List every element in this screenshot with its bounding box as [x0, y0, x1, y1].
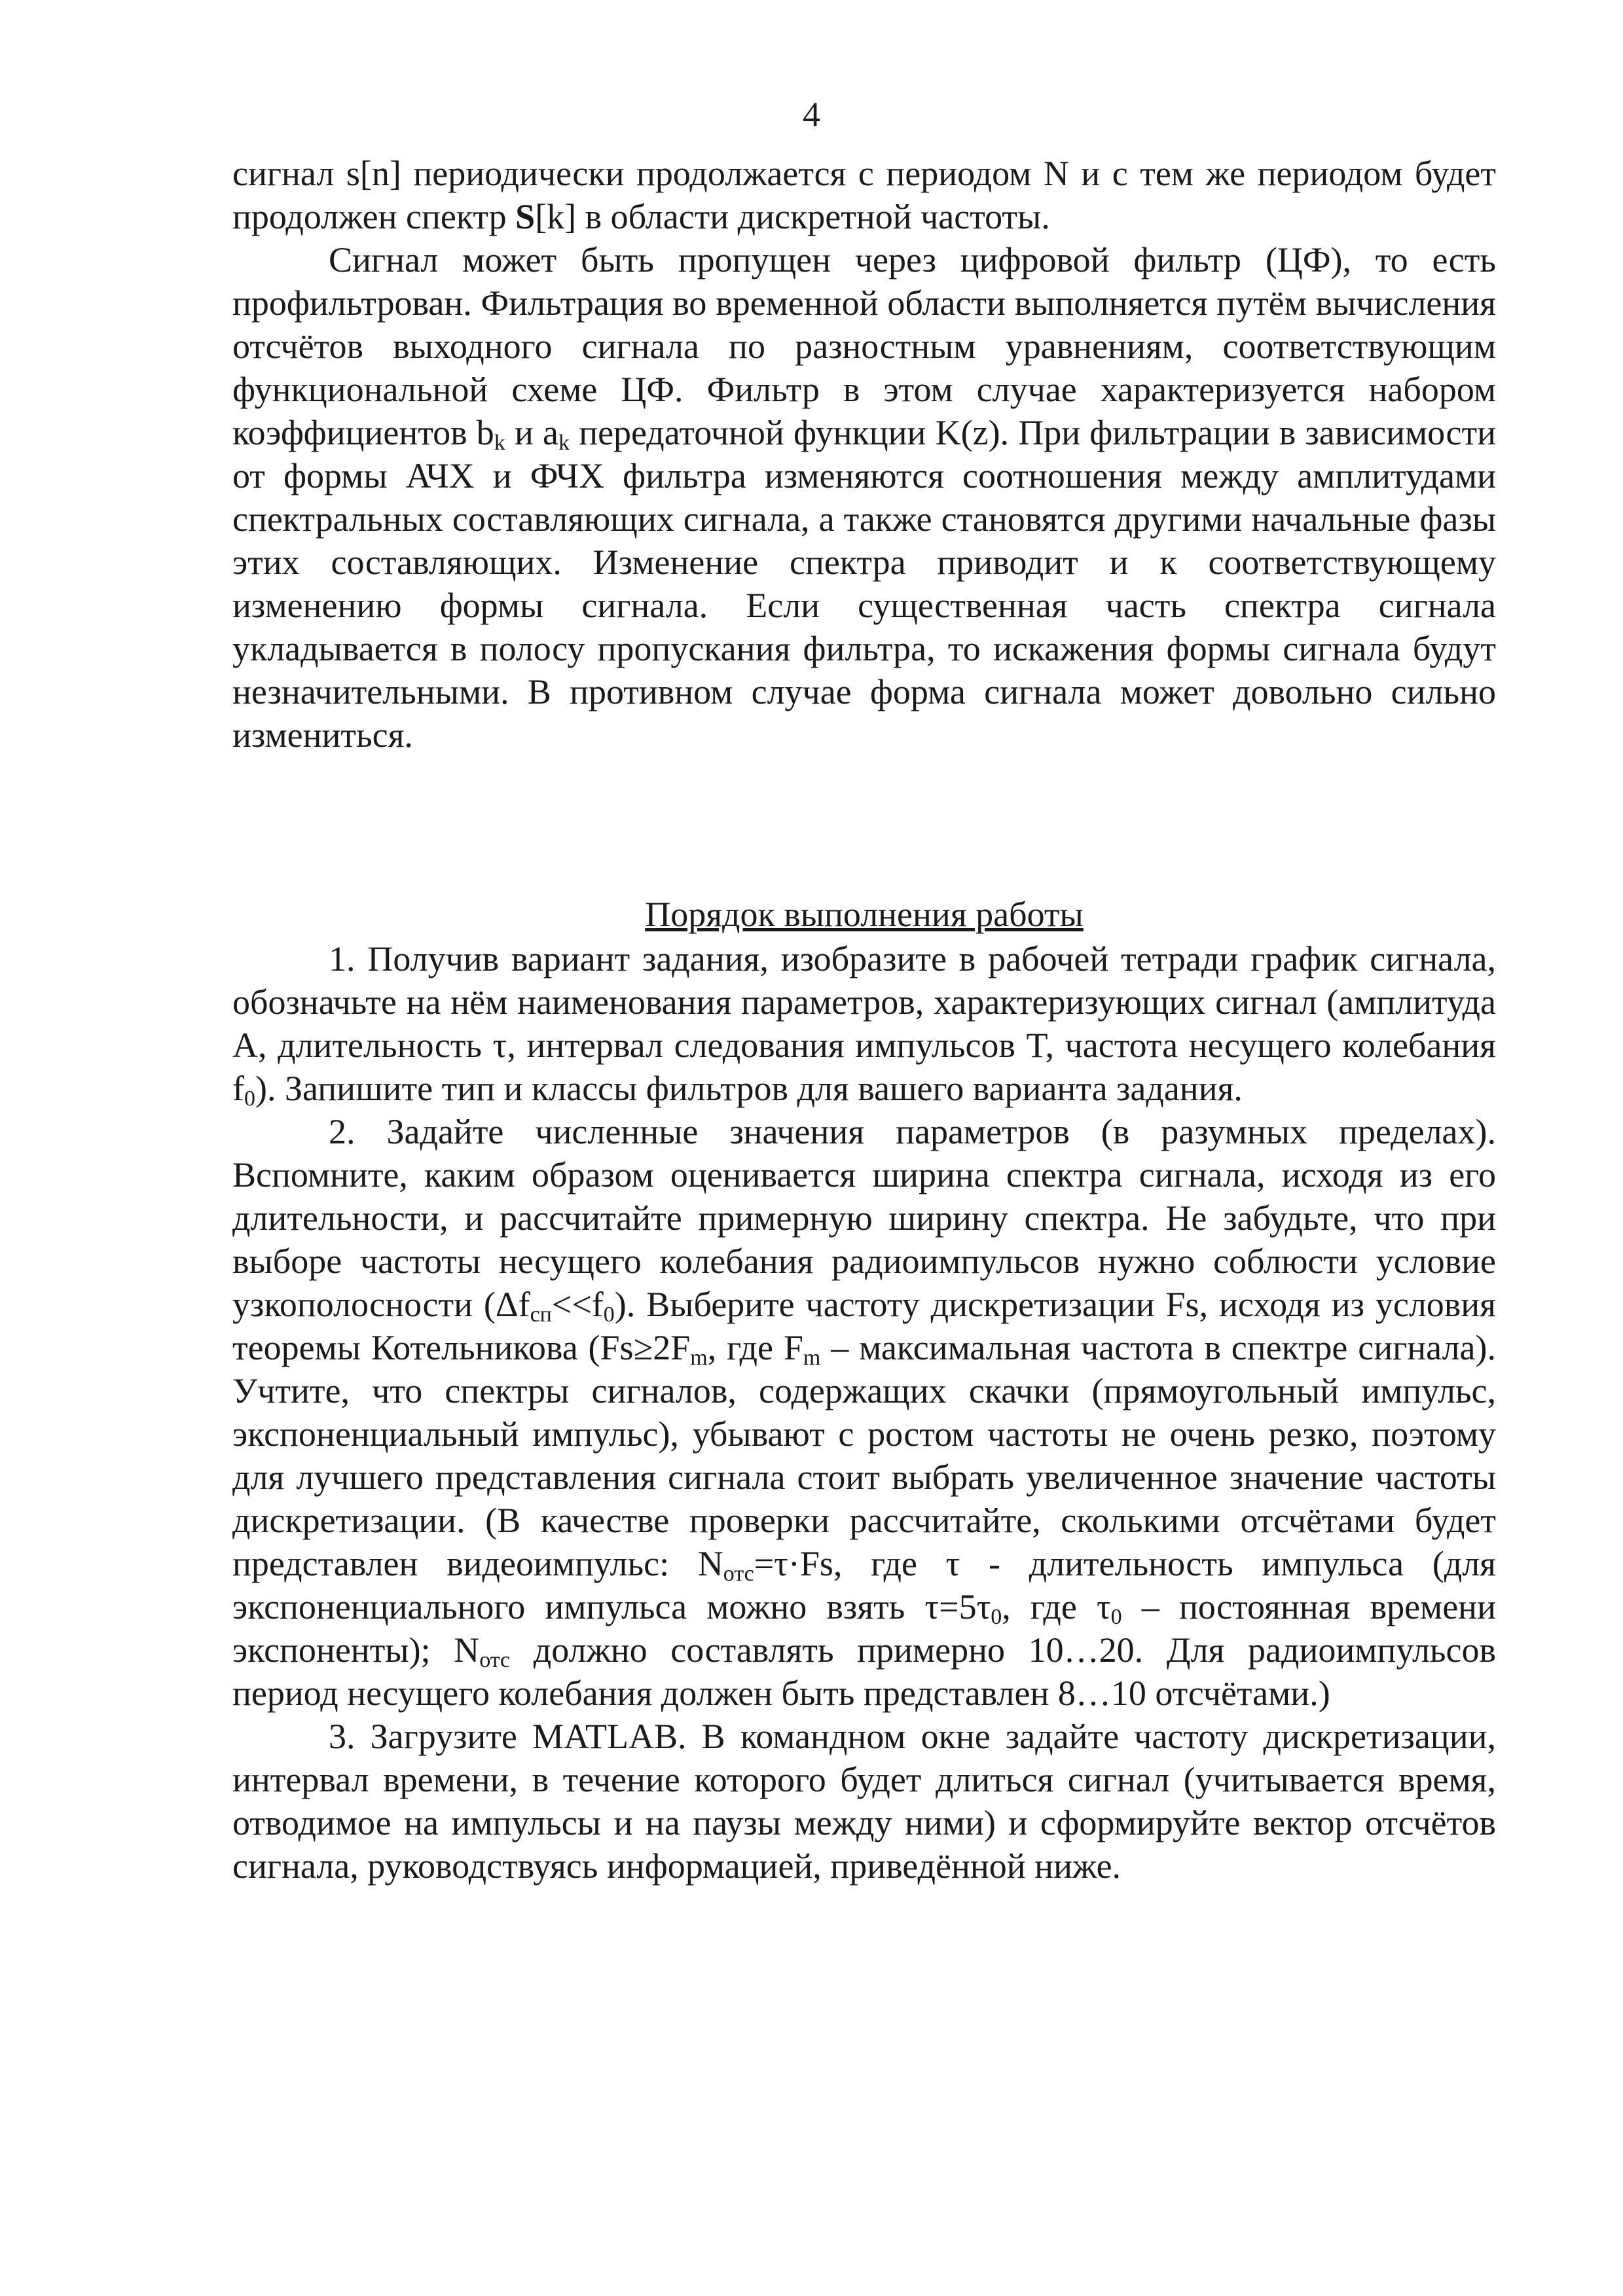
text: – постоянная времени экспоненты); N	[232, 1587, 1496, 1670]
text: , где τ	[1002, 1587, 1111, 1626]
paragraph-digital-filter	[232, 238, 1496, 757]
subscript: k	[558, 431, 570, 455]
subscript: отс	[723, 1562, 754, 1586]
text: передаточной функции K(z). При фильтрации в зависимости от формы АЧХ и ФЧХ фильтра изменяются соотношения между амплитудами спектральных составляющих сигнала, а также становятся другими начальные фазы этих составляющих. Изменение спектра приводит и к соответствующему изменению формы сигнала. Если существенная часть спектра сигнала укладывается в полосу пропускания фильтра, то искажения формы сигнала будут незначительными. В противном случае форма сигнала может довольно сильно измениться.	[232, 413, 1496, 755]
text: ). Запишите тип и классы фильтров для вашего варианта задания.	[255, 1069, 1243, 1108]
page-number: 4	[803, 95, 820, 134]
text: 2. Задайте численные значения параметров (в разумных пределах). Вспомните, каким образом оценивается ширина спектра сигнала, исходя из его длительности, и рассчитайте примерную ширину спектра. Не забудьте, что при выборе частоты несущего колебания радиоимпульсов нужно соблюсти условие узкополосности (Δf	[232, 1112, 1496, 1324]
step-2	[232, 1110, 1496, 1715]
section-heading: Порядок выполнения работы	[645, 895, 1084, 934]
text: [k] в области дискретной частоты.	[535, 197, 1050, 236]
subscript: 0	[244, 1086, 255, 1111]
subscript: отс	[479, 1648, 511, 1672]
subscript: m	[803, 1346, 821, 1370]
subscript: 0	[991, 1605, 1002, 1629]
text-block-intro	[232, 152, 1496, 757]
text: , где F	[707, 1328, 803, 1367]
text: Сигнал может быть пропущен через цифровой фильтр (ЦФ), то есть профильтрован. Фильтрация во временной области выполняется путём вычисления отсчётов выходного сигнала по разностным уравнениям, соответствующим функциональной схеме ЦФ. Фильтр в этом случае характеризуется набором коэффициентов b	[232, 240, 1496, 452]
subscript: сп	[530, 1302, 552, 1327]
text: сигнал s[n] периодически продолжается с периодом N и с тем же периодом будет продолжен спектр	[232, 154, 1496, 236]
step-1	[232, 937, 1496, 1110]
text: <<f	[551, 1285, 604, 1324]
text: ). Выберите частоту дискретизации Fs, исходя из условия теоремы Котельникова (Fs≥2F	[232, 1285, 1497, 1367]
step-3	[232, 1715, 1496, 1888]
text: 3. Загрузите MATLAB. В командном окне задайте частоту дискретизации, интервал времени, в течение которого будет длиться сигнал (учитывается время, отводимое на импульсы и на паузы между ними) и сформируйте вектор отсчётов сигнала, руководствуясь информацией, приведённой ниже.	[232, 1717, 1496, 1886]
subscript: 0	[1110, 1605, 1122, 1629]
text-block-steps	[232, 937, 1496, 1888]
paragraph-spectrum-periodicity	[232, 152, 1496, 238]
text: должно составлять примерно 10…20. Для радиоимпульсов период несущего колебания должен быть представлен 8…10 отсчётами.)	[232, 1630, 1496, 1713]
subscript: k	[494, 431, 505, 455]
text: =τ·Fs, где τ - длительность импульса (для экспоненциального импульса можно взять τ=5τ	[232, 1544, 1496, 1626]
subscript: m	[690, 1346, 708, 1370]
text: 1. Получив вариант задания, изобразите в рабочей тетради график сигнала, обозначьте на нём наименования параметров, характеризующих сигнал (амплитуда A, длительность τ, интервал следования импульсов T, частота несущего колебания f	[232, 939, 1496, 1108]
text-bold: S	[515, 197, 536, 236]
text: и a	[505, 413, 559, 452]
section-heading-block	[232, 893, 1496, 936]
subscript: 0	[603, 1302, 615, 1327]
text: – максимальная частота в спектре сигнала). Учтите, что спектры сигналов, содержащих скачки (прямоугольный импульс, экспоненциальный импульс), убывают с ростом частоты не очень резко, поэтому для лучшего представления сигнала стоит выбрать увеличенное значение частоты дискретизации. (В качестве проверки рассчитайте, сколькими отсчётами будет представлен видеоимпульс: N	[232, 1328, 1496, 1583]
